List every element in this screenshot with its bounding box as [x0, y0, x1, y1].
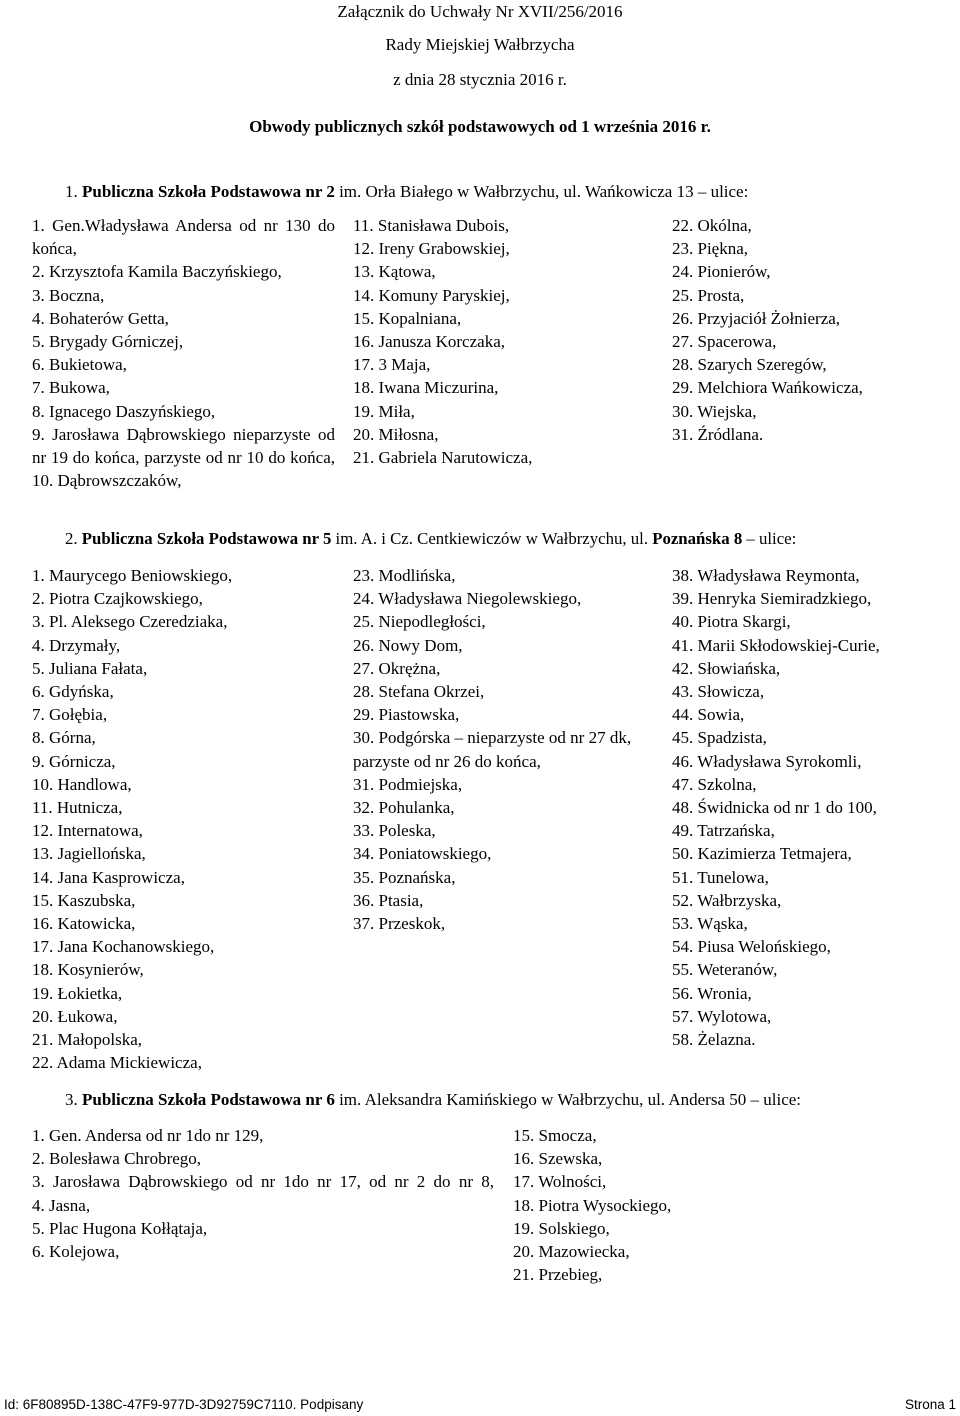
street-list-item: 36. Ptasia, [353, 890, 424, 910]
footer-document-id: Id: 6F80895D-138C-47F9-977D-3D92759C7110. Podpisany [4, 1397, 364, 1412]
street-list-item: 28. Szarych Szeregów, [672, 355, 827, 375]
street-list-item: 28. Stefana Okrzei, [353, 682, 485, 702]
school-1-number: 1. [65, 182, 82, 201]
street-list-item: 19. Solskiego, [513, 1218, 610, 1238]
street-list-item: 22. Adama Mickiewicza, [32, 1053, 202, 1073]
street-list-item: 37. Przeskok, [353, 914, 446, 934]
school-2-name: Publiczna Szkoła Podstawowa nr 5 [81, 529, 332, 548]
street-list-item: 41. Marii Skłodowskiej-Curie, [672, 635, 880, 655]
footer-page-number: Strona 1 [904, 1397, 956, 1412]
street-list-item: 21. Gabriela Narutowicza, [353, 448, 533, 468]
street-list-item: 25. Niepodległości, [353, 612, 486, 632]
street-list-item: 2. Bolesława Chrobrego, [32, 1149, 202, 1169]
school-1-streets-col-3 [672, 214, 952, 446]
street-list-item: 15. Smocza, [513, 1126, 597, 1145]
street-list-item: 11. Stanisława Dubois, [353, 216, 510, 235]
street-list-item: 12. Ireny Grabowskiej, [353, 239, 510, 259]
street-list-item: 34. Poniatowskiego, [353, 844, 492, 864]
street-list-item: 21. Przebieg, [513, 1265, 603, 1285]
street-list-item: 2. Krzysztofa Kamila Baczyńskiego, [32, 262, 282, 282]
school-2-heading [65, 527, 796, 550]
street-list-item: 9. Górnicza, [32, 751, 116, 771]
street-list-item: 27. Okrężna, [353, 658, 441, 678]
school-2-address: im. A. i Cz. Centkiewiczów w Wałbrzychu, ul. [331, 529, 653, 548]
street-list-item: 19. Miła, [353, 401, 415, 421]
street-list-item: 6. Bukietowa, [32, 355, 127, 375]
street-list-item: 50. Kazimierza Tetmajera, [672, 844, 852, 864]
street-list-item: 30. Wiejska, [672, 401, 757, 421]
street-list-item: 7. Bukowa, [32, 378, 110, 398]
school-1-streets-col-1 [32, 214, 335, 492]
street-list-item: 16. Katowicka, [32, 914, 136, 934]
street-list-item: 7. Gołębia, [32, 705, 108, 725]
street-list-item: 40. Piotra Skargi, [672, 612, 791, 632]
street-list-item: 33. Poleska, [353, 821, 436, 841]
street-list-item: 47. Szkolna, [672, 774, 757, 794]
street-list-item: 24. Władysława Niegolewskiego, [353, 589, 582, 609]
street-list-item: 15. Kopalniana, [353, 308, 462, 328]
street-list-item: 31. Źródlana. [672, 424, 764, 444]
street-list-item: 51. Tunelowa, [672, 867, 769, 887]
street-list-item: 2. Piotra Czajkowskiego, [32, 589, 203, 609]
street-list-item: 17. Jana Kochanowskiego, [32, 937, 215, 957]
school-3-number: 3. [65, 1090, 82, 1109]
street-list-item: 29. Melchiora Wańkowicza, [672, 378, 863, 398]
street-list-item: 9. Jarosława Dąbrowskiego nieparzyste od nr 19 do końca, parzyste od nr 10 do końca, [32, 424, 335, 468]
street-list-item: 15. Kaszubska, [32, 890, 136, 910]
street-list-item: 17. Wolności, [513, 1172, 607, 1192]
street-list-item: 31. Podmiejska, [353, 774, 463, 794]
street-list-item: 26. Przyjaciół Żołnierza, [672, 308, 841, 328]
street-list-item: 11. Hutnicza, [32, 798, 123, 818]
school-1-address: im. Orła Białego w Wałbrzychu, ul. Wańkowicza 13 – ulice: [334, 182, 749, 201]
street-list-item: 8. Ignacego Daszyńskiego, [32, 401, 216, 421]
school-3-streets-col-1 [32, 1124, 494, 1263]
street-list-item: 14. Komuny Paryskiej, [353, 285, 510, 305]
street-list-item: 26. Nowy Dom, [353, 635, 463, 655]
school-2-streets-col-3 [672, 564, 957, 1051]
street-list-item: 46. Władysława Syrokomli, [672, 751, 862, 771]
street-list-item: 29. Piastowska, [353, 705, 460, 725]
street-list-item: 20. Łukowa, [32, 1006, 118, 1026]
street-list-item: 54. Piusa Welońskiego, [672, 937, 831, 957]
header-line-2: Rady Miejskiej Wałbrzycha [385, 35, 575, 54]
street-list-item: 19. Łokietka, [32, 983, 123, 1003]
street-list-item: 16. Janusza Korczaka, [353, 332, 505, 352]
street-list-item: 20. Miłosna, [353, 424, 439, 444]
street-list-item: 23. Piękna, [672, 239, 749, 259]
school-1-streets-col-2 [353, 214, 633, 469]
street-list-item: 56. Wronia, [672, 983, 752, 1003]
document-title: Obwody publicznych szkół podstawowych od 1 września 2016 r. [249, 117, 711, 136]
street-list-item: 44. Sowia, [672, 705, 745, 725]
street-list-item: 23. Modlińska, [353, 566, 456, 585]
street-list-item: 27. Spacerowa, [672, 332, 777, 352]
street-list-item: 3. Jarosława Dąbrowskiego od nr 1do nr 17, od nr 2 do nr 8, [32, 1172, 494, 1192]
street-list-item: 58. Żelazna. [672, 1030, 756, 1050]
street-list-item: 32. Pohulanka, [353, 798, 455, 818]
street-list-item: 10. Dąbrowszczaków, [32, 471, 182, 491]
street-list-item: 1. Gen.Władysława Andersa od nr 130 do końca, [32, 216, 335, 259]
street-list-item: 6. Kolejowa, [32, 1242, 120, 1262]
street-list-item: 38. Władysława Reymonta, [672, 566, 860, 585]
street-list-item: 24. Pionierów, [672, 262, 771, 282]
street-list-item: 5. Juliana Fałata, [32, 658, 148, 678]
street-list-item: 12. Internatowa, [32, 821, 143, 841]
school-3-streets-col-2 [513, 1124, 813, 1286]
street-list-item: 25. Prosta, [672, 285, 745, 305]
header-line-3: z dnia 28 stycznia 2016 r. [393, 70, 567, 89]
street-list-item: 10. Handlowa, [32, 774, 132, 794]
street-list-item: 20. Mazowiecka, [513, 1242, 630, 1262]
street-list-item: 48. Świdnicka od nr 1 do 100, [672, 798, 877, 818]
street-list-item: 5. Brygady Górniczej, [32, 332, 184, 352]
street-list-item: 42. Słowiańska, [672, 658, 781, 678]
street-list-item: 1. Maurycego Beniowskiego, [32, 566, 233, 585]
street-list-item: 30. Podgórska – nieparzyste od nr 27 dk, parzyste od nr 26 do końca, [353, 728, 632, 771]
street-list-item: 14. Jana Kasprowicza, [32, 867, 185, 887]
school-2-streets-col-1 [32, 564, 332, 1074]
street-list-item: 43. Słowicza, [672, 682, 765, 702]
school-3-heading [65, 1088, 801, 1111]
street-list-item: 16. Szewska, [513, 1149, 603, 1169]
street-list-item: 4. Jasna, [32, 1195, 91, 1215]
school-3-name: Publiczna Szkoła Podstawowa nr 6 [82, 1090, 335, 1109]
street-list-item: 13. Jagiellońska, [32, 844, 146, 864]
street-list-item: 5. Plac Hugona Kołłątaja, [32, 1218, 208, 1238]
street-list-item: 4. Drzymały, [32, 635, 121, 655]
school-2-street: Poznańska 8 [652, 529, 743, 548]
street-list-item: 1. Gen. Andersa od nr 1do nr 129, [32, 1126, 264, 1145]
school-2-streets-col-2 [353, 564, 638, 935]
street-list-item: 45. Spadzista, [672, 728, 767, 748]
school-2-suffix: – ulice: [742, 529, 797, 548]
street-list-item: 49. Tatrzańska, [672, 821, 775, 841]
street-list-item: 52. Wałbrzyska, [672, 890, 782, 910]
street-list-item: 39. Henryka Siemiradzkiego, [672, 589, 872, 609]
street-list-item: 3. Pl. Aleksego Czeredziaka, [32, 612, 228, 632]
street-list-item: 35. Poznańska, [353, 867, 456, 887]
header-line-1: Załącznik do Uchwały Nr XVII/256/2016 [337, 2, 623, 21]
street-list-item: 18. Piotra Wysockiego, [513, 1195, 672, 1215]
street-list-item: 6. Gdyńska, [32, 682, 114, 702]
school-2-number: 2. [65, 529, 82, 548]
street-list-item: 53. Wąska, [672, 914, 748, 934]
street-list-item: 21. Małopolska, [32, 1030, 143, 1050]
school-3-address: im. Aleksandra Kamińskiego w Wałbrzychu, ul. Andersa 50 – ulice: [334, 1090, 802, 1109]
street-list-item: 18. Kosynierów, [32, 960, 144, 980]
street-list-item: 3. Boczna, [32, 285, 105, 305]
street-list-item: 22. Okólna, [672, 216, 752, 235]
school-1-name: Publiczna Szkoła Podstawowa nr 2 [82, 182, 335, 201]
street-list-item: 4. Bohaterów Getta, [32, 308, 169, 328]
school-1-heading [65, 180, 748, 203]
street-list-item: 13. Kątowa, [353, 262, 436, 282]
street-list-item: 17. 3 Maja, [353, 355, 431, 375]
street-list-item: 8. Górna, [32, 728, 96, 748]
street-list-item: 57. Wylotowa, [672, 1006, 772, 1026]
street-list-item: 18. Iwana Miczurina, [353, 378, 499, 398]
street-list-item: 55. Weteranów, [672, 960, 778, 980]
